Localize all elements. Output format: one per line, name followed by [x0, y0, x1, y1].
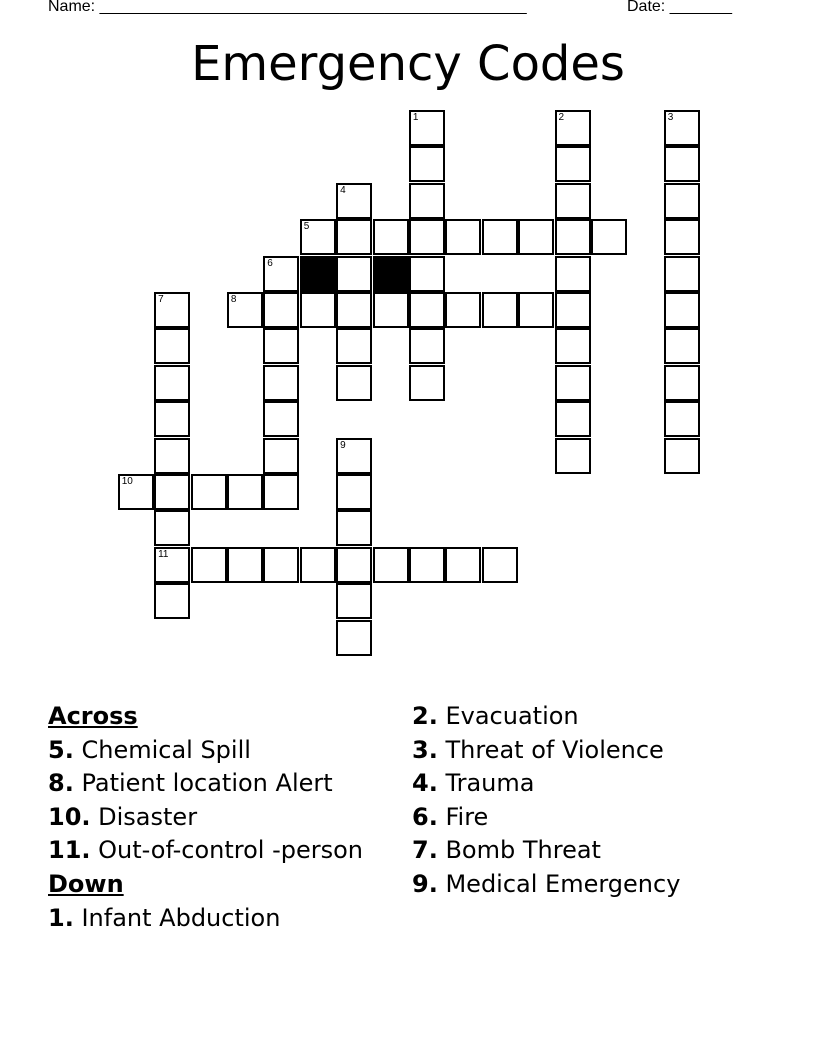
black-square	[300, 256, 336, 292]
clue-number: 11.	[48, 836, 91, 865]
clue-number-label: 5	[303, 221, 310, 233]
clue-text: Trauma	[445, 769, 535, 798]
crossword-cell[interactable]	[664, 365, 700, 401]
crossword-cell[interactable]	[482, 219, 518, 255]
crossword-cell[interactable]	[664, 110, 700, 146]
crossword-cell[interactable]	[555, 365, 591, 401]
crossword-cell[interactable]	[409, 292, 445, 328]
crossword-cell[interactable]	[518, 219, 554, 255]
crossword-cell[interactable]	[191, 474, 227, 510]
crossword-cell[interactable]	[191, 547, 227, 583]
crossword-cell[interactable]	[227, 292, 263, 328]
clue-text: Fire	[445, 802, 489, 831]
clue-text: Out-of-control -person	[98, 836, 363, 865]
crossword-cell[interactable]	[263, 328, 299, 364]
crossword-cell[interactable]	[336, 474, 372, 510]
crossword-cell[interactable]	[118, 474, 154, 510]
crossword-cell[interactable]	[154, 547, 190, 583]
clue-across-5	[48, 734, 363, 768]
crossword-cell[interactable]	[336, 438, 372, 474]
crossword-cell[interactable]	[409, 256, 445, 292]
clue-number: 10.	[48, 802, 91, 831]
crossword-cell[interactable]	[263, 474, 299, 510]
crossword-cell[interactable]	[263, 365, 299, 401]
crossword-cell[interactable]	[263, 438, 299, 474]
clue-text: Disaster	[98, 802, 198, 831]
crossword-cell[interactable]	[664, 292, 700, 328]
crossword-cell[interactable]	[227, 474, 263, 510]
clue-number-label: 3	[667, 112, 674, 123]
crossword-cell[interactable]	[664, 438, 700, 474]
crossword-cell[interactable]	[409, 328, 445, 364]
clue-number: 4.	[412, 769, 438, 798]
clue-number: 6.	[412, 802, 438, 831]
crossword-cell[interactable]	[664, 401, 700, 437]
clue-text: Bomb Threat	[445, 836, 601, 865]
crossword-cell[interactable]	[154, 510, 190, 546]
crossword-cell[interactable]	[263, 547, 299, 583]
clue-text: Patient location Alert	[81, 769, 333, 798]
crossword-cell[interactable]	[555, 328, 591, 364]
clue-down-7	[412, 834, 680, 868]
crossword-cell[interactable]	[555, 292, 591, 328]
crossword-cell[interactable]	[263, 292, 299, 328]
crossword-cell[interactable]	[154, 474, 190, 510]
clue-down-6	[412, 801, 680, 835]
crossword-cell[interactable]	[336, 547, 372, 583]
clue-number: 5.	[48, 735, 74, 764]
date-line[interactable]: Date: _______	[627, 0, 732, 15]
crossword-cell[interactable]	[664, 328, 700, 364]
name-line[interactable]: Name: ________________________________________________	[48, 0, 527, 15]
clue-down-1	[48, 902, 363, 936]
crossword-cell[interactable]	[336, 510, 372, 546]
clue-number: 7.	[412, 836, 438, 865]
crossword-cell[interactable]	[518, 292, 554, 328]
clue-number-label: 2	[558, 112, 565, 123]
crossword-cell[interactable]	[227, 547, 263, 583]
crossword-cell[interactable]	[555, 146, 591, 182]
crossword-cell[interactable]	[336, 328, 372, 364]
crossword-cell[interactable]	[336, 219, 372, 255]
crossword-cell[interactable]	[154, 328, 190, 364]
down-heading: Down	[48, 869, 124, 898]
crossword-cell[interactable]	[664, 219, 700, 255]
clue-number-label: 6	[267, 257, 273, 269]
crossword-cell[interactable]	[300, 219, 336, 255]
clue-down-4	[412, 767, 680, 801]
clue-text: Medical Emergency	[445, 869, 681, 898]
crossword-cell[interactable]	[409, 365, 445, 401]
clue-across-11	[48, 834, 363, 868]
crossword-cell[interactable]	[445, 292, 481, 328]
clue-number: 9.	[412, 869, 438, 898]
clue-number-label: 1	[412, 112, 419, 123]
crossword-cell[interactable]	[409, 547, 445, 583]
clue-text: Chemical Spill	[81, 735, 251, 764]
crossword-cell[interactable]	[555, 401, 591, 437]
crossword-cell[interactable]	[555, 219, 591, 255]
crossword-cell[interactable]	[664, 146, 700, 182]
crossword-cell[interactable]	[409, 219, 445, 255]
crossword-cell[interactable]	[409, 110, 445, 146]
crossword-cell[interactable]	[154, 583, 190, 619]
crossword-cell[interactable]	[445, 219, 481, 255]
crossword-cell[interactable]	[336, 365, 372, 401]
clue-number: 2.	[412, 702, 438, 730]
crossword-cell[interactable]	[263, 401, 299, 437]
clue-number: 8.	[48, 769, 74, 798]
clues-column-right	[412, 700, 680, 902]
crossword-cell[interactable]	[336, 292, 372, 328]
clue-number-label: 11	[158, 548, 169, 560]
page-title: Emergency Codes	[191, 36, 625, 92]
across-heading: Across	[48, 702, 138, 730]
crossword-cell[interactable]	[664, 183, 700, 219]
crossword-cell[interactable]	[336, 620, 372, 656]
clue-down-3	[412, 734, 680, 768]
crossword-cell[interactable]	[154, 365, 190, 401]
clue-number: 3.	[412, 735, 438, 764]
crossword-cell[interactable]	[300, 547, 336, 583]
crossword-cell[interactable]	[445, 547, 481, 583]
crossword-cell[interactable]	[482, 292, 518, 328]
clue-across-8	[48, 767, 363, 801]
clue-across-10	[48, 801, 363, 835]
crossword-cell[interactable]	[555, 256, 591, 292]
crossword-cell[interactable]	[263, 256, 299, 292]
clue-number-label: 4	[340, 184, 346, 196]
clue-down-2	[412, 700, 680, 734]
clue-number-label: 7	[158, 294, 164, 305]
clue-number-label: 9	[340, 439, 346, 451]
black-square	[373, 256, 409, 292]
crossword-cell[interactable]	[591, 219, 627, 255]
crossword-cell[interactable]	[373, 292, 409, 328]
crossword-cell[interactable]	[409, 183, 445, 219]
crossword-cell[interactable]	[154, 401, 190, 437]
crossword-cell[interactable]	[555, 183, 591, 219]
crossword-cell[interactable]	[336, 256, 372, 292]
clue-number: 1.	[48, 903, 74, 932]
crossword-cell[interactable]	[373, 547, 409, 583]
clues-column-left	[48, 700, 363, 935]
crossword-cell[interactable]	[482, 547, 518, 583]
crossword-cell[interactable]	[409, 146, 445, 182]
crossword-cell[interactable]	[373, 219, 409, 255]
crossword-cell[interactable]	[555, 438, 591, 474]
clue-text: Infant Abduction	[81, 903, 281, 932]
crossword-cell[interactable]	[336, 583, 372, 619]
clue-text: Evacuation	[445, 702, 579, 730]
crossword-cell[interactable]	[154, 292, 190, 328]
crossword-cell[interactable]	[154, 438, 190, 474]
clue-down-9	[412, 868, 680, 902]
crossword-cell[interactable]	[300, 292, 336, 328]
crossword-cell[interactable]	[664, 256, 700, 292]
clue-number-label: 10	[121, 476, 133, 487]
clue-number-label: 8	[230, 294, 237, 305]
clue-text: Threat of Violence	[445, 735, 664, 764]
crossword-cell[interactable]	[336, 183, 372, 219]
crossword-cell[interactable]	[555, 110, 591, 146]
